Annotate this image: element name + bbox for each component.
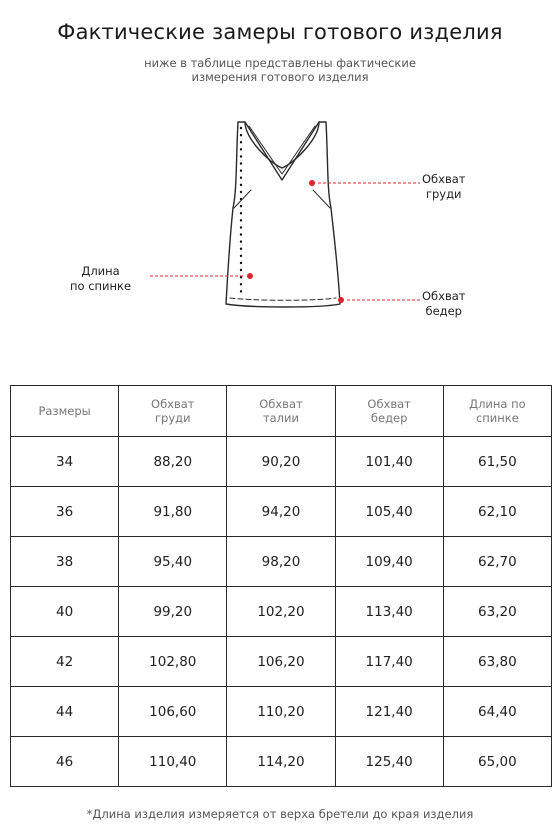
cell-hips: 117,40 xyxy=(335,637,443,687)
cell-size: 36 xyxy=(11,487,119,537)
header-length: Длина по спинке xyxy=(443,386,551,437)
table-row xyxy=(11,587,552,637)
hips-callout xyxy=(422,289,465,319)
cell-length: 65,00 xyxy=(443,737,551,787)
table-row xyxy=(11,687,552,737)
cell-size: 44 xyxy=(11,687,119,737)
table-row xyxy=(11,487,552,537)
chest-callout-line-1: Обхват xyxy=(422,172,466,186)
cell-hips: 125,40 xyxy=(335,737,443,787)
cell-size: 34 xyxy=(11,437,119,487)
table-row xyxy=(11,437,552,487)
cell-hips: 121,40 xyxy=(335,687,443,737)
cell-waist: 90,20 xyxy=(227,437,335,487)
cell-chest: 88,20 xyxy=(119,437,227,487)
cell-size: 42 xyxy=(11,637,119,687)
left-dart xyxy=(234,190,251,208)
cell-waist: 106,20 xyxy=(227,637,335,687)
subtitle-line-2: измерения готового изделия xyxy=(191,70,369,84)
tank-top-illustration xyxy=(0,118,560,328)
cell-chest: 102,80 xyxy=(119,637,227,687)
table-row xyxy=(11,737,552,787)
cell-hips: 109,40 xyxy=(335,537,443,587)
cell-waist: 94,20 xyxy=(227,487,335,537)
table-row xyxy=(11,537,552,587)
header-sizes: Размеры xyxy=(11,386,119,437)
hips-point xyxy=(338,297,344,303)
cell-chest: 110,40 xyxy=(119,737,227,787)
cell-hips: 101,40 xyxy=(335,437,443,487)
cell-size: 38 xyxy=(11,537,119,587)
size-table xyxy=(10,385,552,787)
chest-callout xyxy=(422,172,465,202)
cell-waist: 102,20 xyxy=(227,587,335,637)
cell-length: 63,80 xyxy=(443,637,551,687)
cell-waist: 98,20 xyxy=(227,537,335,587)
cell-length: 62,10 xyxy=(443,487,551,537)
footnote: *Длина изделия измеряется от верха бретели до края изделия xyxy=(86,807,474,821)
hips-callout-line-1: Обхват xyxy=(422,289,466,303)
cell-length: 62,70 xyxy=(443,537,551,587)
cell-chest: 95,40 xyxy=(119,537,227,587)
length-callout-line-2: по спинке xyxy=(70,279,132,293)
length-point xyxy=(247,273,253,279)
cell-waist: 114,20 xyxy=(227,737,335,787)
cell-hips: 105,40 xyxy=(335,487,443,537)
cell-length: 61,50 xyxy=(443,437,551,487)
garment-diagram xyxy=(0,118,560,328)
cell-chest: 99,20 xyxy=(119,587,227,637)
table-row xyxy=(11,637,552,687)
page-subtitle xyxy=(0,56,560,84)
subtitle-line-1: ниже в таблице представлены фактические xyxy=(144,56,416,70)
cell-chest: 106,60 xyxy=(119,687,227,737)
chest-point xyxy=(309,180,315,186)
chest-callout-line-2: груди xyxy=(425,187,462,201)
right-dart xyxy=(313,190,330,208)
header-chest: Обхват груди xyxy=(119,386,227,437)
cell-length: 64,40 xyxy=(443,687,551,737)
cell-chest: 91,80 xyxy=(119,487,227,537)
header-hips: Обхват бедер xyxy=(335,386,443,437)
hips-callout-line-2: бедер xyxy=(425,304,462,318)
cell-length: 63,20 xyxy=(443,587,551,637)
cell-size: 46 xyxy=(11,737,119,787)
cell-waist: 110,20 xyxy=(227,687,335,737)
neckline-seam xyxy=(245,122,319,180)
page-title: Фактические замеры готового изделия xyxy=(57,20,503,44)
header-waist: Обхват талии xyxy=(227,386,335,437)
length-callout xyxy=(70,264,131,294)
hem-stitch xyxy=(230,298,336,300)
garment-outline xyxy=(226,122,340,307)
cell-hips: 113,40 xyxy=(335,587,443,637)
cell-size: 40 xyxy=(11,587,119,637)
size-table-container xyxy=(10,385,552,787)
length-callout-line-1: Длина xyxy=(81,264,120,278)
table-header-row xyxy=(11,386,552,437)
